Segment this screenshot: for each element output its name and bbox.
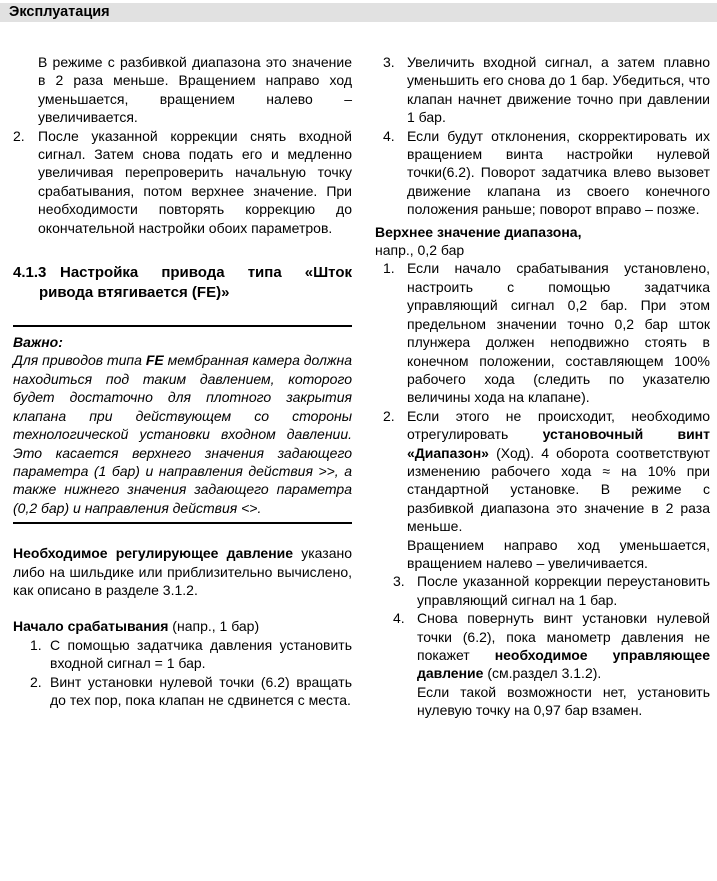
- list-item-number: 1.: [30, 636, 42, 653]
- required-pressure-bold: необходимое управляющее давление: [417, 647, 710, 682]
- list-item-text: Снова повернуть винт установки нулевой точки (6.2), пока манометр давления не покажет необходимое управляющее давление (см.раздел 3.1.2).: [417, 610, 710, 682]
- list-item-number: 3.: [393, 573, 405, 590]
- section-number: 4.1.3: [13, 264, 47, 282]
- list-item-number: 4.: [383, 127, 395, 144]
- upper-range-heading: Верхнее значение диапазона,: [375, 223, 582, 240]
- list-item-number: 1.: [383, 260, 395, 277]
- important-bold-fe: FE: [145, 352, 164, 369]
- left-column: [13, 53, 352, 720]
- range-screw-bold: установочный винт «Диапазон»: [407, 426, 710, 461]
- list-item-number: 3.: [383, 54, 395, 70]
- list-item-text: С помощью задатчика давления установить входной сигнал = 1 бар.: [50, 636, 352, 672]
- section-heading-413: [13, 263, 352, 303]
- list-item-correction: [13, 127, 352, 237]
- list-item-turn-screw: [30, 673, 352, 710]
- list-item-number: 2.: [30, 673, 42, 690]
- list-item-text: Винт установки нулевой точки (6.2) вращать до тех пор, пока клапан не сдвинется с места.: [50, 673, 352, 708]
- horizontal-rule-top: [13, 325, 352, 327]
- list-item-text: Увеличить входной сигнал, а затем плавно уменьшить его снова до 1 бар. Убедиться, что клапан начнет движение точно при давлении 1 бар.: [407, 54, 710, 126]
- list-item-upper-1: [383, 259, 710, 406]
- pressure-note-paragraph: Необходимое регулирующее давление указано либо на шильдике или приблизительно вычислено, как описано в разделе 3.1.2.: [13, 545, 352, 598]
- important-body: Для приводов типа FE мембранная камера должна находиться под таким давлением, которого будет достаточно для плотного закрытия клапана при действующем со стороны технологической установки входном давлении. Это касается верхнего значения задающего параметра (1 бар) и направления действия >>, а также нижнего значения задающего параметра (0,2 бар) и направления действия <>.: [13, 352, 353, 516]
- list-item-upper-4: [393, 609, 710, 719]
- pressure-note-bold: Необходимое регулирующее давление: [13, 545, 294, 562]
- list-item-number: 2.: [383, 407, 395, 424]
- page-header-title: Эксплуатация: [9, 4, 110, 21]
- list-item-number: 2.: [13, 127, 25, 144]
- list-item-deviations: [383, 127, 710, 219]
- start-point-subheading: Начало срабатывания (напр., 1 бар): [13, 618, 260, 635]
- horizontal-rule-bottom: [13, 522, 352, 524]
- upper-range-subtitle: напр., 0,2 бар: [375, 242, 465, 259]
- list-item-number: 4.: [393, 610, 405, 627]
- two-column-layout: [0, 22, 717, 720]
- list-item-text: Если будут отклонения, скорректировать их вращением винта настройки нулевой точки(6.2). Поворот задатчика влево вызовет движение клапана из своего конечного положения раньше; поворот вправо – позже.: [407, 127, 710, 218]
- list-item-upper-2: [383, 407, 710, 573]
- section-title: Настройка привода типа «Шток ривода втягивается (FE)»: [39, 264, 352, 302]
- list-item-continuation: Вращением направо ход уменьшается, вращением налево – увеличивается.: [407, 536, 710, 571]
- list-item-text: Если этого не происходит, необходимо отрегулировать установочный винт «Диапазон» (Ход). 4 оборота соответствуют изменению рабочего хода ≈ на 10% при стандартной установке. В режиме с разбивкой диапазона это значение в 2 раза меньше.: [407, 407, 710, 535]
- list-item-upper-3: [393, 572, 710, 609]
- list-item-text: После указанной коррекции снять входной сигнал. Затем снова подать его и медленно увеличивая перепроверить начальную точку срабатывания, потом верхнее значение. При необходимости повторять коррекцию до окончательной настройки обоих параметров.: [38, 127, 352, 236]
- list-item-set-signal: [30, 636, 352, 673]
- paragraph-split-range: В режиме с разбивкой диапазона это значение в 2 раза меньше. Вращением направо ход уменьшается, вращением налево – увеличивается.: [38, 54, 352, 126]
- list-item-text: После указанной коррекции переустановить управляющий сигнал на 1 бар.: [417, 573, 710, 608]
- page-header-bar: [0, 3, 717, 22]
- important-label: Важно:: [13, 334, 63, 351]
- right-column: [375, 53, 710, 720]
- list-item-text: Если начало срабатывания установлено, настроить с помощью задатчика управляющий сигнал 0,2 бар. При этом предельном значении точно 0,2 бар шток плунжера должен неподвижно стоять в конечном положении, составляющем 100% рабочего хода (следить по указателю величины хода на клапане).: [407, 260, 710, 406]
- list-item-increase-signal: [383, 53, 710, 127]
- list-item-continuation: Если такой возможности нет, установить нулевую точку на 0,97 бар взамен.: [417, 683, 710, 719]
